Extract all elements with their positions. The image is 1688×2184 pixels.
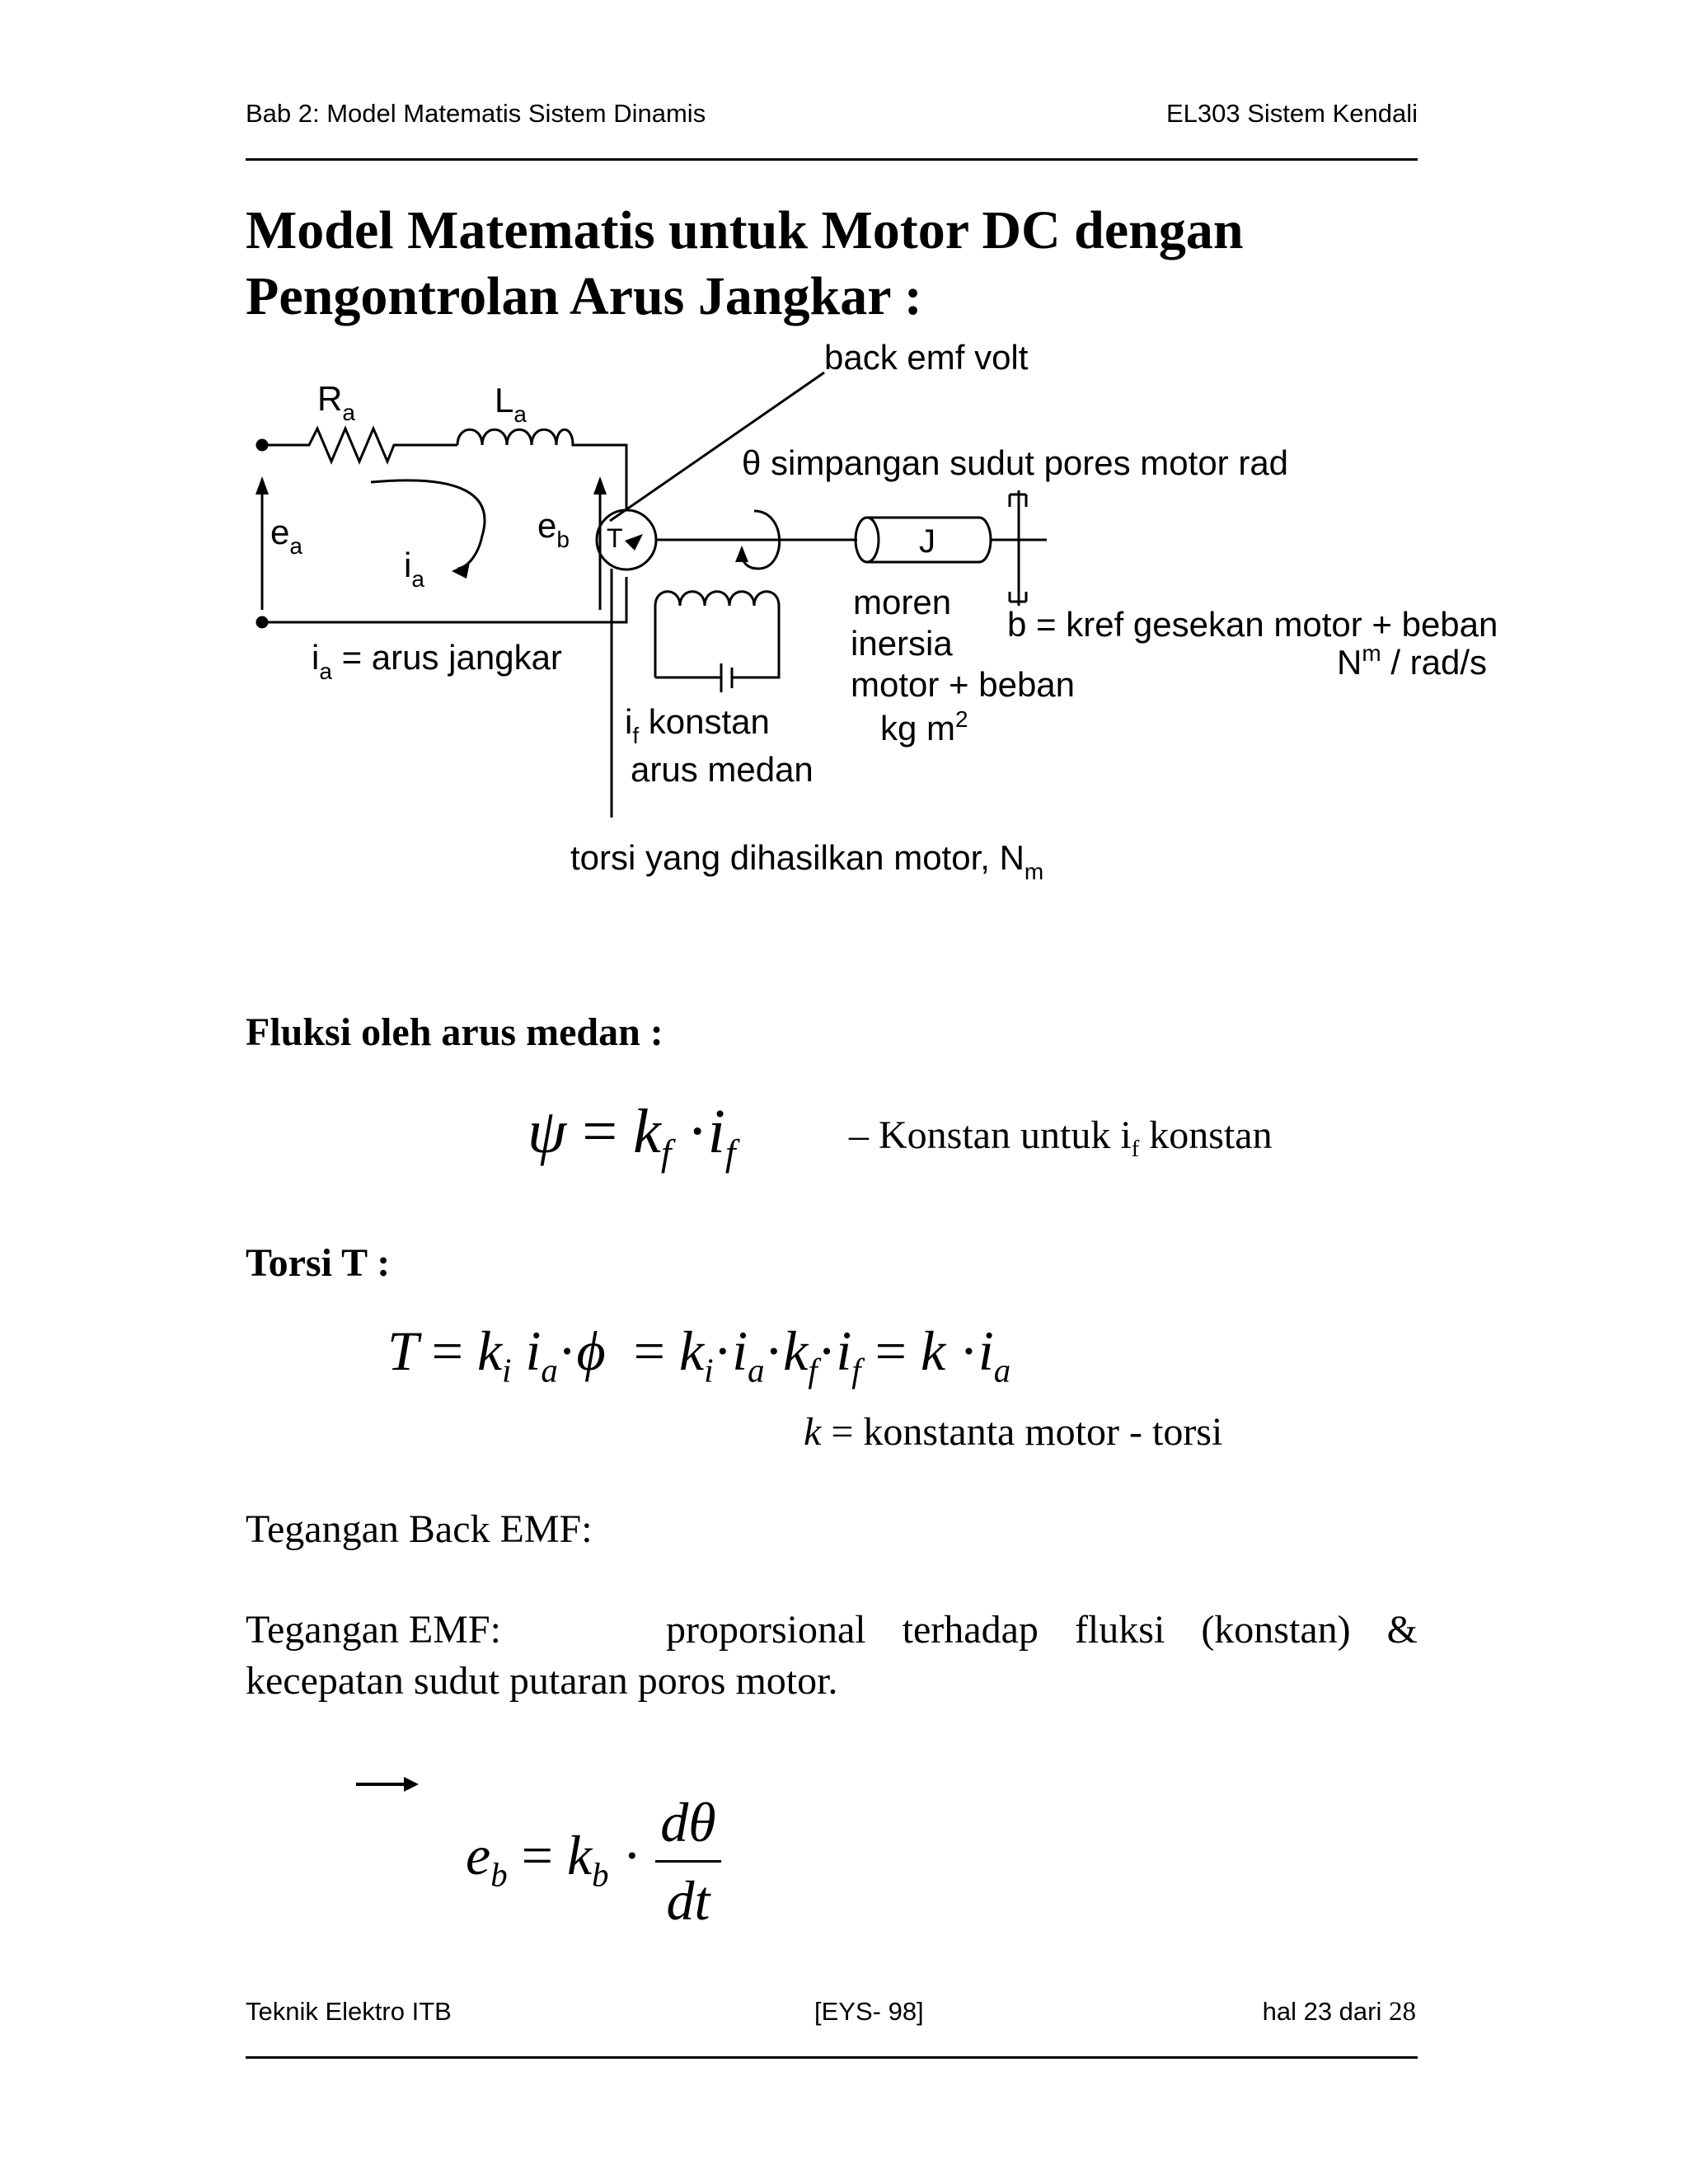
equation-torque: $T = k_i$ $i_a\cdot\phi = k_i\cdot i_a\cdot k_f\cdot i_f = k \cdot i_a$	[387, 1319, 1011, 1390]
equation-back-emf: $e_b = k_b$ · $\frac{d\theta}{dt}$	[466, 1784, 721, 1938]
label-ea: $e_a$	[270, 513, 302, 559]
ia-current-arrow	[371, 480, 485, 569]
label-j: J	[919, 523, 935, 560]
label-moren: moren	[853, 583, 952, 621]
flux-note: – Konstan untuk $i_f$ konstan	[849, 1113, 1273, 1163]
wire-bottom	[262, 577, 626, 622]
field-coil	[655, 592, 779, 677]
label-back-emf: back emf volt	[824, 338, 1029, 377]
label-torsi: torsi yang dihasilkan motor, $N_m$	[570, 838, 1044, 884]
section-heading-back-emf: Tegangan Back EMF:	[246, 1507, 593, 1551]
right-arrow-icon	[354, 1772, 420, 1797]
equation-flux: $\psi = k_f \cdot i_f$	[528, 1097, 736, 1174]
emf-label: Tegangan EMF:	[246, 1608, 501, 1652]
label-friction-units: $N^m / rad/s$	[1337, 640, 1488, 682]
header-chapter: Bab 2: Model Matematis Sistem Dinamis	[246, 99, 706, 128]
label-eb: $e_b$	[537, 506, 570, 552]
section-heading-flux: Fluksi oleh arus medan :	[246, 1010, 663, 1054]
footer-institution: Teknik Elektro ITB	[246, 1997, 452, 2026]
label-t: T	[607, 523, 623, 553]
motor-armature	[597, 510, 656, 569]
label-inersia: inersia	[851, 624, 953, 663]
emf-description-line2: kecepatan sudut putaran poros motor.	[246, 1659, 838, 1703]
footer-page-number: hal 23 dari 28	[1262, 1997, 1416, 2027]
label-ra: $R_a$	[317, 379, 355, 425]
emf-description-line1: proporsional terhadap fluksi (konstan) &	[666, 1608, 1418, 1652]
torque-constant-note: k = konstanta motor - torsi	[804, 1410, 1223, 1454]
footer-divider	[246, 2056, 1418, 2059]
label-ia: $i_a$	[404, 546, 424, 592]
friction-damper	[1010, 490, 1026, 606]
header-course: EL303 Sistem Kendali	[1165, 99, 1418, 128]
footer-code: [EYS- 98]	[814, 1997, 924, 2026]
label-ia-definition: $i_a$ = arus jangkar	[312, 638, 562, 684]
label-theta: θ simpangan sudut pores motor rad	[742, 443, 1289, 482]
label-if: $i_f$ konstan	[625, 702, 770, 748]
label-friction: b = kref gesekan motor + beban	[1007, 605, 1498, 644]
section-heading-torque: Torsi T :	[246, 1241, 391, 1285]
resistor-ra	[262, 429, 457, 462]
label-arus-medan: arus medan	[631, 750, 814, 789]
motor-circuit-diagram	[0, 0, 1688, 907]
page-title: Model Matematis untuk Motor DC dengan Pengontrolan Arus Jangkar :	[246, 200, 1244, 326]
label-kgm: kg $m^2$	[880, 706, 968, 748]
label-la: $L_a$	[495, 381, 527, 427]
label-motor-beban: motor + beban	[851, 665, 1076, 704]
